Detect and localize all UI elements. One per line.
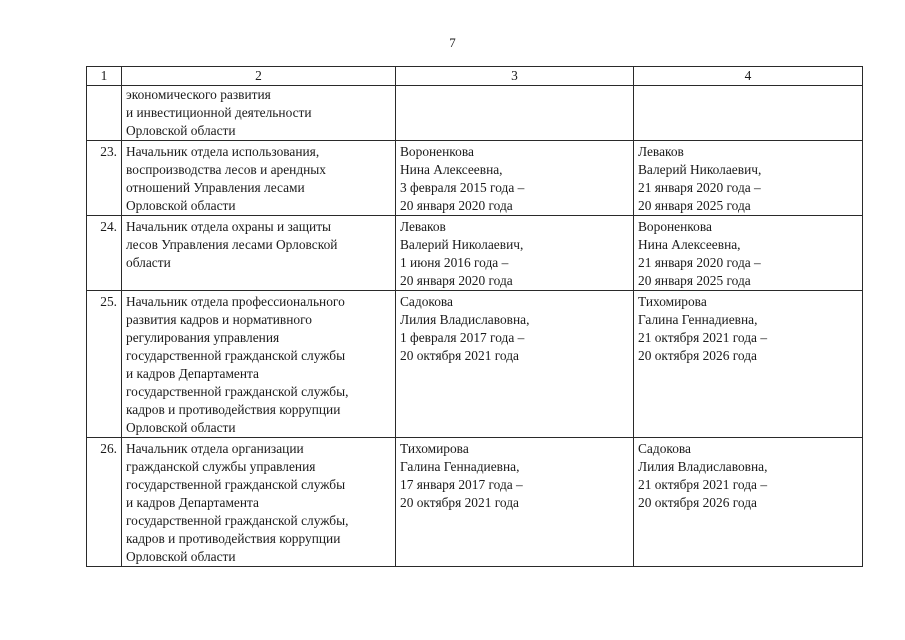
position-cell xyxy=(122,86,396,141)
table-row xyxy=(87,438,863,567)
cell-text-line: Садокова xyxy=(638,441,691,456)
cell-text-line: 20 октября 2021 года xyxy=(400,348,519,363)
cell-text-line: Начальник отдела профессионального xyxy=(126,294,345,309)
column-header: 3 xyxy=(396,67,634,86)
cell-text-line: 20 октября 2026 года xyxy=(638,495,757,510)
mentee-cell xyxy=(634,141,863,216)
table-body xyxy=(87,86,863,567)
cell-text-line: лесов Управления лесами Орловской xyxy=(126,237,338,252)
row-number-cell: 25. xyxy=(87,291,122,438)
cell-text-line: Галина Геннадиевна, xyxy=(400,459,520,474)
cell-text-line: Вороненкова xyxy=(400,144,474,159)
table-row xyxy=(87,141,863,216)
mentor-cell xyxy=(396,291,634,438)
cell-text-line: Вороненкова xyxy=(638,219,712,234)
column-header: 1 xyxy=(87,67,122,86)
cell-text-line: Орловской области xyxy=(126,549,236,564)
table-header-row xyxy=(87,67,863,86)
cell-text-line: 1 февраля 2017 года – xyxy=(400,330,525,345)
cell-text-line: 21 января 2020 года – xyxy=(638,255,761,270)
cell-text-line: Орловской области xyxy=(126,198,236,213)
cell-text-line: Тихомирова xyxy=(400,441,469,456)
cell-text-line: развития кадров и нормативного xyxy=(126,312,312,327)
cell-text-line: и кадров Департамента xyxy=(126,366,260,381)
cell-text-line: Орловской области xyxy=(126,123,236,138)
cell-text-line: 3 февраля 2015 года – xyxy=(400,180,525,195)
position-cell xyxy=(122,141,396,216)
table-row xyxy=(87,216,863,291)
cell-text-line: 20 января 2025 года xyxy=(638,273,751,288)
cell-text-line: области xyxy=(126,255,171,270)
cell-text-line: 17 января 2017 года – xyxy=(400,477,523,492)
cell-text-line: 20 октября 2021 года xyxy=(400,495,519,510)
row-number-cell xyxy=(87,86,122,141)
cell-text-line: Валерий Николаевич, xyxy=(400,237,524,252)
row-number-cell: 24. xyxy=(87,216,122,291)
table-row xyxy=(87,86,863,141)
cell-text-line: 21 октября 2021 года – xyxy=(638,330,768,345)
cell-text-line: экономического развития xyxy=(126,87,271,102)
cell-text-line: Леваков xyxy=(638,144,684,159)
cell-text-line: Леваков xyxy=(400,219,446,234)
column-header: 2 xyxy=(122,67,396,86)
cell-text-line: и инвестиционной деятельности xyxy=(126,105,312,120)
cell-text-line: Орловской области xyxy=(126,420,236,435)
cell-text-line: Нина Алексеевна, xyxy=(400,162,503,177)
cell-text-line: 21 января 2020 года – xyxy=(638,180,761,195)
table-row xyxy=(87,291,863,438)
cell-text-line: Лилия Владиславовна, xyxy=(638,459,768,474)
mentee-cell xyxy=(634,438,863,567)
column-header: 4 xyxy=(634,67,863,86)
cell-text-line: 20 января 2020 года xyxy=(400,198,513,213)
cell-text-line: государственной гражданской службы xyxy=(126,477,346,492)
row-number-cell: 26. xyxy=(87,438,122,567)
cell-text-line: Лилия Владиславовна, xyxy=(400,312,530,327)
mentee-cell xyxy=(634,86,863,141)
cell-text-line: регулирования управления xyxy=(126,330,280,345)
cell-text-line: воспроизводства лесов и арендных xyxy=(126,162,327,177)
mentor-cell xyxy=(396,216,634,291)
cell-text-line: государственной гражданской службы xyxy=(126,348,346,363)
mentee-cell xyxy=(634,216,863,291)
cell-text-line: кадров и противодействия коррупции xyxy=(126,531,341,546)
cell-text-line: Галина Геннадиевна, xyxy=(638,312,758,327)
cell-text-line: 21 октября 2021 года – xyxy=(638,477,768,492)
cell-text-line: Начальник отдела использования, xyxy=(126,144,320,159)
cell-text-line: кадров и противодействия коррупции xyxy=(126,402,341,417)
cell-text-line: Тихомирова xyxy=(638,294,707,309)
cell-text-line: Валерий Николаевич, xyxy=(638,162,762,177)
cell-text-line: государственной гражданской службы, xyxy=(126,513,349,528)
cell-text-line: 20 января 2020 года xyxy=(400,273,513,288)
position-cell xyxy=(122,291,396,438)
mentee-cell xyxy=(634,291,863,438)
cell-text-line: Начальник отдела охраны и защиты xyxy=(126,219,332,234)
cell-text-line: Садокова xyxy=(400,294,453,309)
cell-text-line: Нина Алексеевна, xyxy=(638,237,741,252)
personnel-table xyxy=(86,66,863,567)
cell-text-line: 20 октября 2026 года xyxy=(638,348,757,363)
cell-text-line: отношений Управления лесами xyxy=(126,180,305,195)
cell-text-line: и кадров Департамента xyxy=(126,495,260,510)
cell-text-line: 20 января 2025 года xyxy=(638,198,751,213)
cell-text-line: государственной гражданской службы, xyxy=(126,384,349,399)
cell-text-line: Начальник отдела организации xyxy=(126,441,304,456)
mentor-cell xyxy=(396,86,634,141)
mentor-cell xyxy=(396,438,634,567)
cell-text-line: 1 июня 2016 года – xyxy=(400,255,509,270)
page-number: 7 xyxy=(449,35,456,50)
row-number-cell: 23. xyxy=(87,141,122,216)
position-cell xyxy=(122,438,396,567)
cell-text-line: гражданской службы управления xyxy=(126,459,316,474)
position-cell xyxy=(122,216,396,291)
mentor-cell xyxy=(396,141,634,216)
